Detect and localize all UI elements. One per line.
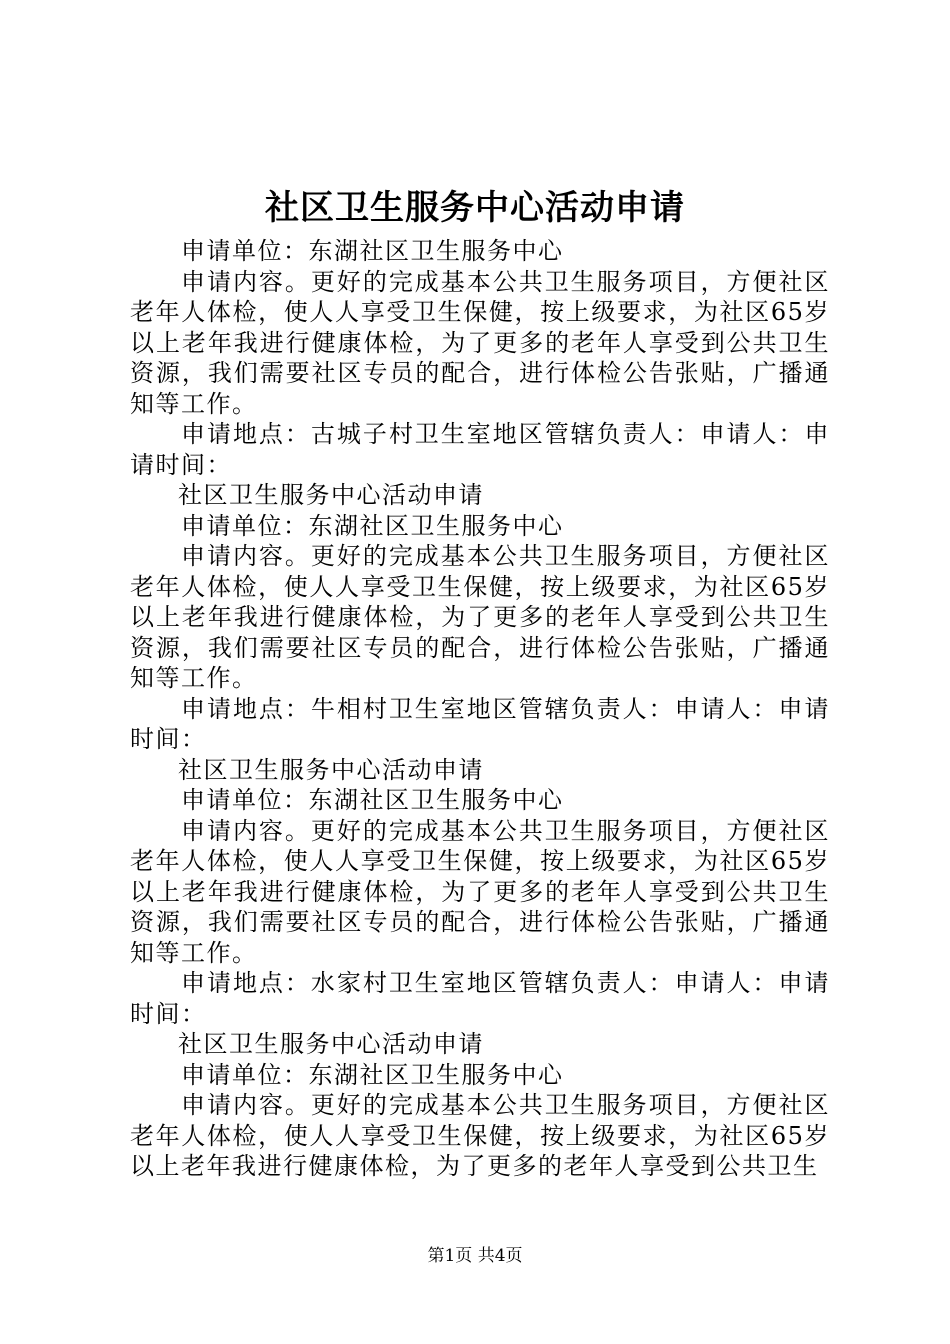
application-content-paragraph: 申请内容。更好的完成基本公共卫生服务项目，方便社区老年人体检，使人人享受卫生保健，按上级要求，为社区65岁以上老年我进行健康体检，为了更多的老年人享受到公共卫生资源，我们需要社区专员的配合，进行体检公告张贴，广播通知等工作。 bbox=[130, 816, 830, 967]
application-unit-line: 申请单位：东湖社区卫生服务中心 bbox=[181, 1060, 564, 1089]
application-unit-line: 申请单位：东湖社区卫生服务中心 bbox=[181, 511, 564, 540]
application-location-line: 申请地点：牛相村卫生室地区管辖负责人：申请人：申请时间： bbox=[130, 694, 830, 753]
section-heading: 社区卫生服务中心活动申请 bbox=[178, 481, 484, 509]
application-content-paragraph: 申请内容。更好的完成基本公共卫生服务项目，方便社区老年人体检，使人人享受卫生保健，按上级要求，为社区65岁以上老年我进行健康体检，为了更多的老年人享受到公共卫生资源，我们需要社区专员的配合，进行体检公告张贴，广播通知等工作。 bbox=[130, 267, 830, 418]
application-content-paragraph: 申请内容。更好的完成基本公共卫生服务项目，方便社区老年人体检，使人人享受卫生保健，按上级要求，为社区65岁以上老年我进行健康体检，为了更多的老年人享受到公共卫生 bbox=[130, 1091, 830, 1180]
application-unit-line: 申请单位：东湖社区卫生服务中心 bbox=[181, 237, 564, 265]
document-body bbox=[130, 236, 830, 1182]
application-location-line: 申请地点：水家村卫生室地区管辖负责人：申请人：申请时间： bbox=[130, 969, 830, 1028]
section-heading: 社区卫生服务中心活动申请 bbox=[178, 755, 484, 784]
application-location-line: 申请地点：古城子村卫生室地区管辖负责人：申请人：申请时间： bbox=[130, 420, 830, 479]
application-content-paragraph: 申请内容。更好的完成基本公共卫生服务项目，方便社区老年人体检，使人人享受卫生保健，按上级要求，为社区65岁以上老年我进行健康体检，为了更多的老年人享受到公共卫生资源，我们需要社区专员的配合，进行体检公告张贴，广播通知等工作。 bbox=[130, 542, 830, 692]
page-number-footer: 第1页 共4页 bbox=[427, 1246, 523, 1266]
document-title: 社区卫生服务中心活动申请 bbox=[265, 188, 685, 228]
section-heading: 社区卫生服务中心活动申请 bbox=[178, 1030, 484, 1058]
application-unit-line: 申请单位：东湖社区卫生服务中心 bbox=[181, 786, 564, 814]
